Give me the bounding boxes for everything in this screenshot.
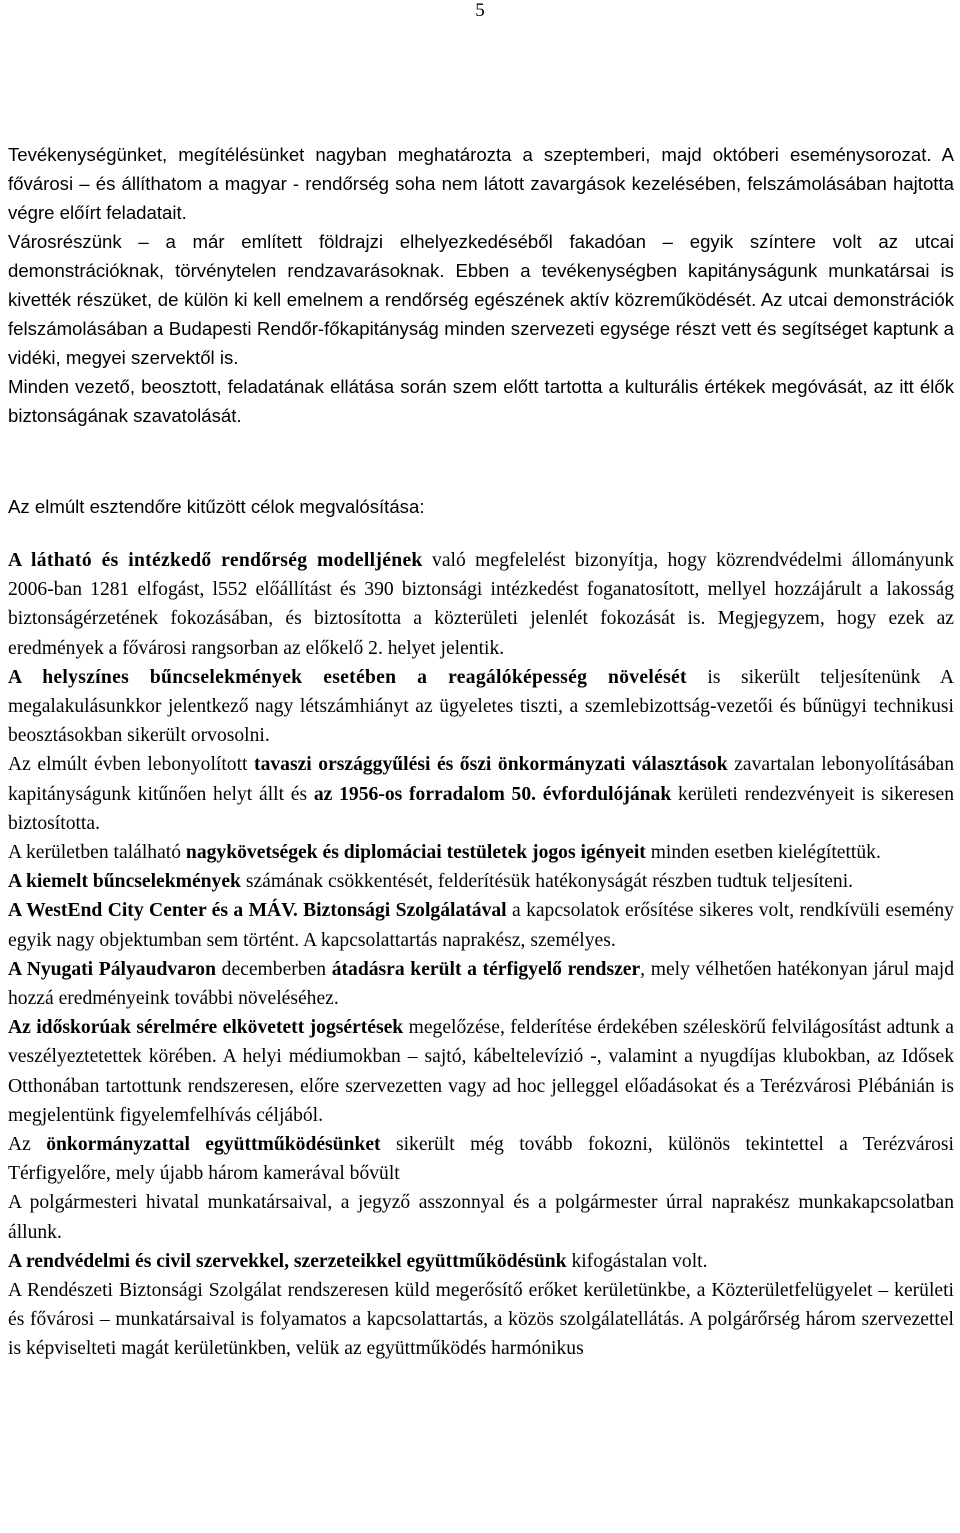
intro-section	[8, 140, 954, 517]
goal-bold: A helyszínes bűncselekmények esetében a reagálóképesség növelését	[8, 666, 687, 688]
goal-bold: Az időskorúak sérelmére elkövetett jogsértések	[8, 1017, 404, 1039]
goal-paragraph-embassies: A kerületben található nagykövetségek és diplomáciai testületek jogos igényeit minden esetben kielégítettük.	[8, 842, 881, 864]
goal-bold: A rendvédelmi és civil szervekkel, szerzeteikkel együttműködésünk	[8, 1250, 567, 1272]
goal-bold: átadásra került a térfigyelő rendszer	[331, 958, 641, 980]
goal-paragraph-municipality: Az önkormányzattal együttműködésünket sikerült még tovább fokozni, különös tekintettel a Terézvárosi Térfigyelőre, mely újabb három kamerával bővült	[8, 1134, 954, 1185]
goal-bold: önkormányzattal együttműködésünket	[46, 1134, 381, 1156]
intro-paragraph-2: Városrészünk – a már említett földrajzi elhelyezkedéséből fakadóan – egyik színtere volt az utcai demonstrációknak, törvénytelen rendzavarásoknak. Ebben a tevékenységben kapitányságunk munkatársai is kivették részüket, de külön ki kell emelnem a rendőrség egészének aktív közreműködését. Az utcai demonstrációk felszámolásában a Budapesti Rendőr-főkapitányság minden szervezeti egysége részt vett és segítséget kaptunk a vidéki, megyei szervektől is.	[8, 231, 954, 368]
goal-paragraph-elderly: Az időskorúak sérelmére elkövetett jogsértések megelőzése, felderítése érdekében széleskörű felvilágosítást adtunk a veszélyeztetettek körében. A helyi médiumokban – sajtó, kábeltelevízió -, valamint a nyugdíjas klubokban, az Idősek Otthonában tartottunk rendszeresen, előre szervezetten vagy ad hoc jelleggel előadásokat és a Terézvárosi Plébánián is megjelentünk figyelemfelhívás céljából.	[8, 1017, 954, 1126]
goal-bold: tavaszi országgyűlési és őszi önkormányzati választások	[254, 754, 728, 776]
goal-bold: A kiemelt bűncselekmények	[8, 871, 241, 893]
goal-paragraph-security-service: A Rendészeti Biztonsági Szolgálat rendszeresen küld megerősítő erőket kerületünkbe, a Közterületfelügyelet – kerületi és fővárosi – munkatársaival is folyamatos a kapcsolattartás, a közös szolgálatellátás. A polgárőrség három szervezettel is képviselteti magát kerületünkben, velük az együttműködés harmónikus	[8, 1280, 954, 1360]
goal-paragraph-crimes: A kiemelt bűncselekmények számának csökkentését, felderítésük hatékonyságát részben tudtuk teljesíteni.	[8, 871, 854, 893]
goals-heading: Az elmúlt esztendőre kitűzött célok megvalósítása:	[8, 496, 425, 517]
goal-paragraph-westend: A WestEnd City Center és a MÁV. Biztonsági Szolgálatával a kapcsolatok erősítése sikeres volt, rendkívüli esemény egyik nagy objektumban sem történt. A kapcsolattartás naprakész, személyes.	[8, 900, 954, 951]
intro-paragraph-1: Tevékenységünket, megítélésünket nagyban meghatározta a szeptemberi, majd októberi eseménysorozat. A fővárosi – és állíthatom a magyar - rendőrség soha nem látott zavargások kezelésében, felszámolásában hajtotta végre előírt feladatait.	[8, 144, 954, 223]
goal-paragraph-nyugati: A Nyugati Pályaudvaron decemberben átadásra került a térfigyelő rendszer, mely vélhetően hatékonyan járul majd hozzá eredményeink további növeléséhez.	[8, 958, 955, 1010]
goal-paragraph-mayor-office: A polgármesteri hivatal munkatársaival, a jegyző asszonnyal és a polgármester úrral naprakész munkakapcsolatban állunk.	[8, 1192, 954, 1243]
goal-paragraph-reaction: A helyszínes bűncselekmények esetében a reagálóképesség növelését is sikerült teljesítenünk A megalakulásunkkor jelentkező nagy létszámhiányt az ügyeletes tiszti, a szemlebizottság-vezetői és bűnügyi technikusi beosztásokban sikerült orvosolni.	[8, 666, 954, 747]
goal-bold: az 1956-os forradalom 50. évfordulójának	[313, 783, 672, 805]
goal-paragraph-civil: A rendvédelmi és civil szervekkel, szerzeteikkel együttműködésünk kifogástalan volt.	[8, 1250, 708, 1272]
goals-section	[8, 546, 954, 1364]
goal-bold: A WestEnd City Center és a MÁV. Biztonsági Szolgálatával	[8, 900, 507, 922]
intro-paragraph-3: Minden vezető, beosztott, feladatának ellátása során szem előtt tartotta a kulturális értékek megóvását, az itt élők biztonságának szavatolását.	[8, 376, 954, 426]
goal-paragraph-visible-police: A látható és intézkedő rendőrség modelljének való megfelelést bizonyítja, hogy közrendvédelmi állományunk 2006-ban 1281 elfogást, l552 előállítást és 390 biztonsági intézkedést foganatosított, mellyel hozzájárult a lakosság biztonságérzetének fokozásában, és biztosította a közterületi jelenlét fokozását is. Megjegyzem, hogy ezek az eredmények a fővárosi rangsorban az előkelő 2. helyet jelentik.	[8, 550, 954, 659]
goal-bold: A Nyugati Pályaudvaron	[8, 958, 216, 980]
goal-paragraph-elections: Az elmúlt évben lebonyolított tavaszi országgyűlési és őszi önkormányzati választások zavartalan lebonyolításában kapitányságunk kitűnően helyt állt és az 1956-os forradalom 50. évfordulójának kerületi rendezvényeit is sikeresen biztosította.	[8, 754, 954, 834]
page-number: 5	[475, 0, 485, 21]
goal-bold: A látható és intézkedő rendőrség modelljének	[8, 550, 423, 571]
goal-bold: nagykövetségek és diplomáciai testületek jogos igényeit	[185, 842, 646, 864]
